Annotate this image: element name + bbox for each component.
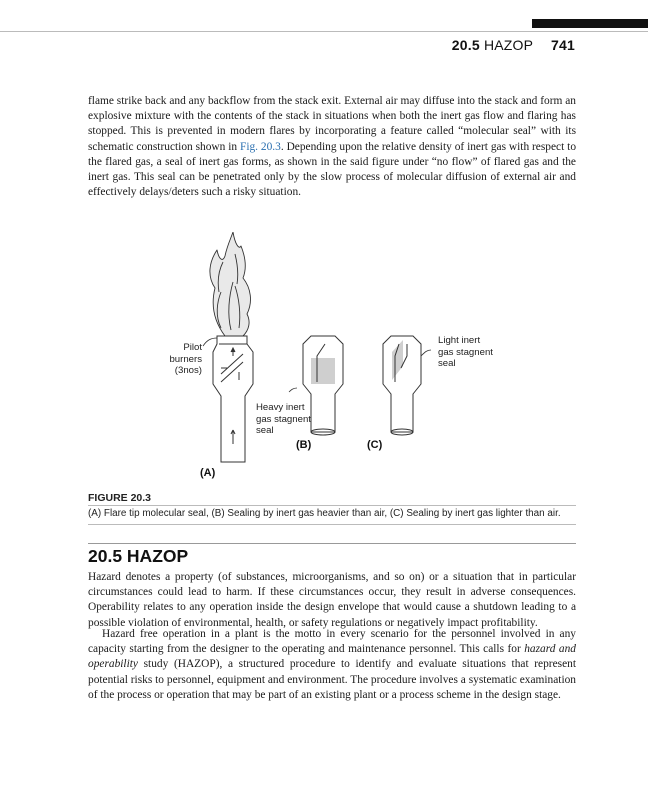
seal-c-icon: [383, 336, 421, 435]
header-accent-bar: [532, 19, 648, 28]
paragraph3-text-rest: study (HAZOP), a structured procedure to identify and evaluate situations that represent potential risks to personnel, equipment and environment. The procedure involves a systematic examination of the process or operation that may be part of an existing plant or a process scheme in the design stage.: [88, 658, 576, 701]
paragraph1-text-rest: . Depending upon the relative density of inert gas with respect to the flared gas, a seal of inert gas forms, as shown in the said figure under “no flow” of flared gas and the inert gas. This seal can be penetrated only by the slow process of molecular diffusion of external air and effectively delays/deters such a risky situation.: [88, 140, 577, 199]
label-heavy-inert-gas-seal: [256, 402, 311, 437]
paragraph-hazard-definition: Hazard denotes a property (of substances, microorganisms, and so on) or a situation that in particular circumstances could lead to harm. If these circumstances occur, they result in adverse consequences. Operability relates to any operation inside the design envelope that would cause a shutdown leading to a possible violation of environmental, health, or safety regulations or negatively impact profitability.: [88, 571, 576, 629]
paragraph3-italic: hazard and operability: [88, 643, 576, 671]
paragraph3-text: Hazard free operation in a plant is the motto in every scenario for the personnel involved in any capacity starting from the designer to the operating and maintenance personnel. This calls for: [88, 628, 576, 656]
label-light-line1: Light inert: [438, 335, 481, 346]
figure-reference-link[interactable]: Fig. 20.3: [239, 140, 281, 153]
running-head-section-number: 20.5: [451, 37, 480, 53]
paragraph-hazop-intro: [88, 627, 576, 703]
figure-caption-title: FIGURE 20.3: [88, 492, 152, 504]
header-rule: [0, 31, 648, 32]
page-number: 741: [551, 37, 575, 53]
section-title: 20.5 HAZOP: [88, 546, 189, 566]
figure-20-3: [135, 232, 515, 482]
figure-caption-bottom-rule: [88, 524, 576, 525]
subfigure-label-a: (A): [200, 467, 216, 479]
label-pilot-burners: [168, 342, 202, 377]
label-heavy-line2: gas stagnent: [256, 413, 311, 425]
paragraph1-text: flame strike back and any backflow from the stack exit. External air may diffuse into the stack and form an explosive mixture with the contents of the stack in situations when both the inert gas flow and flaring has stopped. This is prevented in modern flares by incorporating a feature called “molecular seal” with its schematic construction shown in: [88, 95, 576, 153]
label-pilot-line1: Pilot: [183, 342, 202, 353]
label-light-line3: seal: [438, 358, 456, 369]
figure-caption-text: (A) Flare tip molecular seal, (B) Sealing by inert gas heavier than air, (C) Sealing by inert gas lighter than air.: [88, 508, 561, 519]
subfigure-label-b: (B): [296, 439, 312, 451]
label-heavy-line3: seal: [256, 425, 274, 436]
label-pilot-line2: burners: [169, 353, 202, 365]
paragraph-molecular-seal: [88, 94, 576, 200]
running-head-section-title: HAZOP: [483, 37, 533, 53]
label-heavy-line1: Heavy inert: [256, 402, 305, 413]
label-light-inert-gas-seal: [438, 335, 493, 370]
figure-caption-rule: [88, 505, 576, 506]
flame-icon: [210, 232, 251, 336]
label-pilot-line3: (3nos): [174, 365, 202, 376]
flare-tip-a-icon: [213, 336, 253, 462]
running-head: [452, 37, 575, 53]
label-light-line2: gas stagnent: [438, 346, 493, 358]
subfigure-label-c: (C): [367, 439, 383, 451]
section-rule: [88, 543, 576, 544]
